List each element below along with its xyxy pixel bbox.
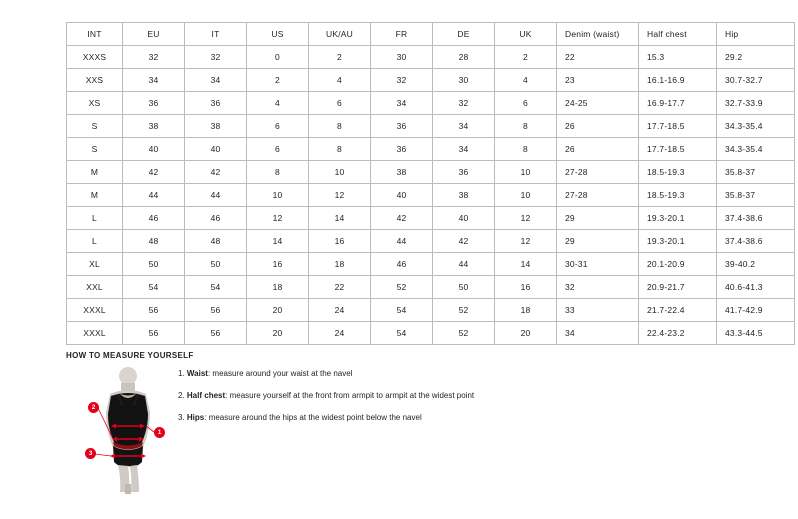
table-row [67, 115, 795, 138]
table-body [67, 46, 795, 345]
cell-us: 8 [247, 161, 309, 184]
cell-uk: 20 [495, 322, 557, 345]
cell-half-chest: 15.3 [639, 46, 717, 69]
table-row [67, 299, 795, 322]
cell-fr: 30 [371, 46, 433, 69]
cell-eu: 42 [123, 161, 185, 184]
cell-denim-waist: 32 [557, 276, 639, 299]
cell-half-chest: 17.7-18.5 [639, 138, 717, 161]
cell-denim-waist: 30-31 [557, 253, 639, 276]
cell-int: L [67, 230, 123, 253]
cell-uk-au: 4 [309, 69, 371, 92]
cell-uk: 2 [495, 46, 557, 69]
cell-it: 42 [185, 161, 247, 184]
cell-denim-waist: 34 [557, 322, 639, 345]
column-header-int: INT [67, 23, 123, 46]
cell-eu: 40 [123, 138, 185, 161]
step-number-3: 3. [178, 413, 185, 422]
column-header-it: IT [185, 23, 247, 46]
cell-uk-au: 10 [309, 161, 371, 184]
cell-int: M [67, 161, 123, 184]
column-header-de: DE [433, 23, 495, 46]
cell-it: 54 [185, 276, 247, 299]
column-header-fr: FR [371, 23, 433, 46]
cell-hip: 37.4-38.6 [717, 207, 795, 230]
cell-us: 0 [247, 46, 309, 69]
cell-uk-au: 24 [309, 299, 371, 322]
cell-eu: 56 [123, 299, 185, 322]
step-number-1: 1. [178, 369, 185, 378]
cell-de: 30 [433, 69, 495, 92]
cell-fr: 46 [371, 253, 433, 276]
step-term-half-chest: Half chest [186, 391, 226, 400]
cell-fr: 44 [371, 230, 433, 253]
cell-int: XL [67, 253, 123, 276]
cell-de: 32 [433, 92, 495, 115]
cell-us: 6 [247, 115, 309, 138]
cell-it: 50 [185, 253, 247, 276]
measure-step-waist [178, 368, 598, 379]
cell-it: 38 [185, 115, 247, 138]
cell-denim-waist: 29 [557, 230, 639, 253]
cell-fr: 40 [371, 184, 433, 207]
cell-us: 20 [247, 322, 309, 345]
cell-int: XXXS [67, 46, 123, 69]
how-to-measure-title: HOW TO MEASURE YOURSELF [66, 351, 194, 360]
cell-int: XXXL [67, 299, 123, 322]
cell-denim-waist: 26 [557, 115, 639, 138]
table-row [67, 230, 795, 253]
cell-it: 46 [185, 207, 247, 230]
cell-uk-au: 16 [309, 230, 371, 253]
measure-step-hips [178, 412, 598, 423]
cell-fr: 32 [371, 69, 433, 92]
cell-hip: 40.6-41.3 [717, 276, 795, 299]
cell-de: 40 [433, 207, 495, 230]
cell-it: 40 [185, 138, 247, 161]
cell-de: 36 [433, 161, 495, 184]
cell-int: XXL [67, 276, 123, 299]
cell-uk-au: 8 [309, 138, 371, 161]
cell-denim-waist: 22 [557, 46, 639, 69]
cell-uk-au: 2 [309, 46, 371, 69]
table-row [67, 69, 795, 92]
cell-half-chest: 16.9-17.7 [639, 92, 717, 115]
cell-hip: 37.4-38.6 [717, 230, 795, 253]
column-header-eu: EU [123, 23, 185, 46]
cell-int: L [67, 207, 123, 230]
cell-us: 14 [247, 230, 309, 253]
cell-fr: 52 [371, 276, 433, 299]
cell-uk: 12 [495, 230, 557, 253]
cell-half-chest: 18.5-19.3 [639, 161, 717, 184]
column-header-hip: Hip [717, 23, 795, 46]
table-header-row [67, 23, 795, 46]
table-row [67, 138, 795, 161]
cell-us: 20 [247, 299, 309, 322]
table-row [67, 322, 795, 345]
cell-half-chest: 18.5-19.3 [639, 184, 717, 207]
cell-hip: 34.3-35.4 [717, 115, 795, 138]
cell-de: 34 [433, 115, 495, 138]
cell-uk-au: 8 [309, 115, 371, 138]
cell-half-chest: 22.4-23.2 [639, 322, 717, 345]
step-text-hips: : measure around the hips at the widest point below the navel [204, 413, 422, 422]
cell-denim-waist: 27-28 [557, 184, 639, 207]
cell-int: S [67, 115, 123, 138]
cell-hip: 32.7-33.9 [717, 92, 795, 115]
cell-uk: 4 [495, 69, 557, 92]
cell-hip: 35.8-37 [717, 184, 795, 207]
cell-us: 6 [247, 138, 309, 161]
cell-half-chest: 17.7-18.5 [639, 115, 717, 138]
table-row [67, 46, 795, 69]
cell-de: 34 [433, 138, 495, 161]
cell-eu: 56 [123, 322, 185, 345]
cell-uk-au: 12 [309, 184, 371, 207]
cell-int: XS [67, 92, 123, 115]
cell-denim-waist: 24-25 [557, 92, 639, 115]
cell-fr: 38 [371, 161, 433, 184]
cell-uk: 10 [495, 184, 557, 207]
cell-uk: 8 [495, 115, 557, 138]
cell-de: 52 [433, 299, 495, 322]
cell-hip: 30.7-32.7 [717, 69, 795, 92]
cell-eu: 38 [123, 115, 185, 138]
how-to-measure-steps [178, 368, 598, 434]
cell-fr: 54 [371, 322, 433, 345]
cell-it: 44 [185, 184, 247, 207]
cell-uk: 8 [495, 138, 557, 161]
cell-uk-au: 14 [309, 207, 371, 230]
cell-denim-waist: 29 [557, 207, 639, 230]
cell-hip: 41.7-42.9 [717, 299, 795, 322]
cell-it: 56 [185, 322, 247, 345]
cell-half-chest: 20.9-21.7 [639, 276, 717, 299]
table-row [67, 184, 795, 207]
cell-half-chest: 19.3-20.1 [639, 207, 717, 230]
cell-eu: 32 [123, 46, 185, 69]
cell-uk: 14 [495, 253, 557, 276]
cell-us: 12 [247, 207, 309, 230]
cell-uk-au: 24 [309, 322, 371, 345]
table-row [67, 276, 795, 299]
cell-eu: 48 [123, 230, 185, 253]
cell-uk: 10 [495, 161, 557, 184]
cell-eu: 46 [123, 207, 185, 230]
size-chart-table [66, 22, 795, 345]
cell-us: 16 [247, 253, 309, 276]
measurement-figure [80, 366, 176, 496]
step-text-waist: : measure around your waist at the navel [207, 369, 353, 378]
cell-us: 4 [247, 92, 309, 115]
cell-eu: 54 [123, 276, 185, 299]
cell-uk: 12 [495, 207, 557, 230]
cell-us: 10 [247, 184, 309, 207]
cell-int: XXXL [67, 322, 123, 345]
cell-hip: 35.8-37 [717, 161, 795, 184]
cell-eu: 50 [123, 253, 185, 276]
cell-uk-au: 18 [309, 253, 371, 276]
cell-denim-waist: 33 [557, 299, 639, 322]
cell-it: 36 [185, 92, 247, 115]
cell-hip: 29.2 [717, 46, 795, 69]
cell-fr: 42 [371, 207, 433, 230]
table-row [67, 253, 795, 276]
cell-uk-au: 6 [309, 92, 371, 115]
column-header-half-chest: Half chest [639, 23, 717, 46]
cell-de: 50 [433, 276, 495, 299]
cell-us: 2 [247, 69, 309, 92]
cell-denim-waist: 27-28 [557, 161, 639, 184]
callout-badge-2: 2 [88, 402, 99, 413]
cell-uk-au: 22 [309, 276, 371, 299]
cell-uk: 16 [495, 276, 557, 299]
step-text-half-chest: : measure yourself at the front from armpit to armpit at the widest point [225, 391, 475, 400]
size-chart-container [66, 22, 763, 345]
cell-de: 38 [433, 184, 495, 207]
cell-denim-waist: 26 [557, 138, 639, 161]
column-header-us: US [247, 23, 309, 46]
cell-fr: 36 [371, 115, 433, 138]
table-row [67, 207, 795, 230]
column-header-uk: UK [495, 23, 557, 46]
cell-fr: 34 [371, 92, 433, 115]
callout-badge-1: 1 [154, 427, 165, 438]
cell-de: 28 [433, 46, 495, 69]
cell-hip: 43.3-44.5 [717, 322, 795, 345]
cell-de: 44 [433, 253, 495, 276]
column-header-denim-waist: Denim (waist) [557, 23, 639, 46]
cell-de: 42 [433, 230, 495, 253]
measure-step-half-chest [178, 390, 598, 401]
cell-half-chest: 16.1-16.9 [639, 69, 717, 92]
cell-it: 32 [185, 46, 247, 69]
table-row [67, 161, 795, 184]
cell-denim-waist: 23 [557, 69, 639, 92]
cell-it: 56 [185, 299, 247, 322]
cell-fr: 54 [371, 299, 433, 322]
cell-uk: 18 [495, 299, 557, 322]
cell-int: M [67, 184, 123, 207]
cell-hip: 34.3-35.4 [717, 138, 795, 161]
table-row [67, 92, 795, 115]
cell-uk: 6 [495, 92, 557, 115]
cell-eu: 34 [123, 69, 185, 92]
cell-de: 52 [433, 322, 495, 345]
cell-int: S [67, 138, 123, 161]
cell-int: XXS [67, 69, 123, 92]
cell-it: 34 [185, 69, 247, 92]
cell-half-chest: 21.7-22.4 [639, 299, 717, 322]
cell-half-chest: 20.1-20.9 [639, 253, 717, 276]
cell-fr: 36 [371, 138, 433, 161]
step-number-2: 2. [178, 391, 185, 400]
cell-eu: 36 [123, 92, 185, 115]
callout-badge-3: 3 [85, 448, 96, 459]
column-header-uk-au: UK/AU [309, 23, 371, 46]
step-term-waist: Waist [186, 369, 208, 378]
cell-it: 48 [185, 230, 247, 253]
cell-us: 18 [247, 276, 309, 299]
step-term-hips: Hips [186, 413, 205, 422]
cell-hip: 39-40.2 [717, 253, 795, 276]
cell-eu: 44 [123, 184, 185, 207]
cell-half-chest: 19.3-20.1 [639, 230, 717, 253]
